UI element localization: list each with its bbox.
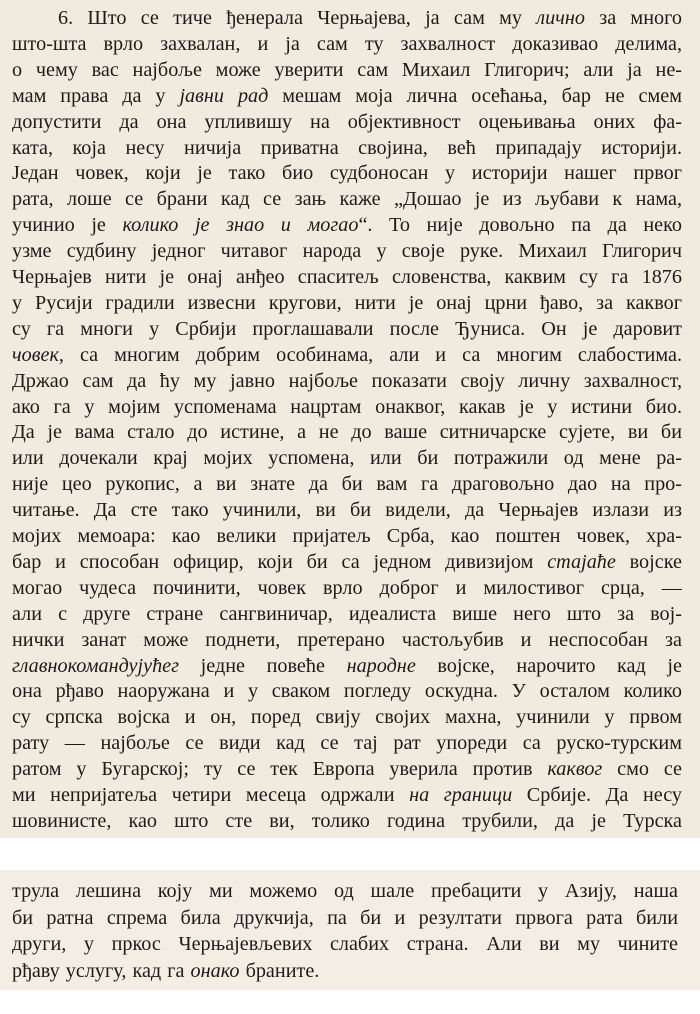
- italic-emphasis: јавни рад: [179, 84, 269, 107]
- text-run: рђаву услугу, кад га: [12, 959, 191, 982]
- text-run: о чему вас најбоље може уверити сам Михаил Глигорич; али ја не-: [12, 58, 682, 81]
- text-line: [12, 470, 682, 499]
- text-run: једне повеће: [179, 654, 347, 677]
- text-run: су српска војска и он, поред свију својих махна, учинили у првом: [12, 706, 682, 729]
- italic-emphasis: човек: [12, 343, 59, 366]
- italic-emphasis: народне: [346, 654, 416, 677]
- text-run: Черњајев нити је онај анђео спаситељ словенства, каквим су га 1876: [12, 266, 682, 288]
- text-run: или дочекали крај мојих успомена, или би потражили од мене ра-: [12, 447, 682, 470]
- text-line: [12, 211, 682, 240]
- text-run: ратом у Бугарској; ту се тек Европа уверила против: [12, 758, 548, 781]
- text-run: други, у пркос Черњајевљевих слабих страна. Али ви му чините: [12, 933, 678, 955]
- italic-emphasis: каквог: [547, 758, 603, 781]
- text-run: војске, нарочито кад је: [415, 654, 682, 677]
- text-run: учинио је: [12, 214, 123, 237]
- text-run: Држао сам да ћу му јавно најбоље показати своју личну захвалност,: [12, 369, 682, 392]
- text-line: [12, 930, 678, 959]
- text-line: [12, 315, 682, 344]
- text-line: [12, 159, 682, 188]
- text-line: [12, 877, 678, 906]
- text-run: бар и способан официр, који би са једном дивизијом: [12, 550, 548, 573]
- text-line: [12, 548, 682, 577]
- text-run: војске: [615, 550, 682, 573]
- text-line: [12, 30, 682, 59]
- text-run: за много: [584, 7, 682, 29]
- text-line: [12, 522, 682, 551]
- text-run: ката, која несу ничија приватна својина, већ припадају историји.: [12, 136, 682, 159]
- text-run: није цео рукопис, а ви знате да би вам га драговољно дао на про-: [12, 473, 682, 496]
- text-line: [12, 4, 682, 33]
- text-line: [12, 56, 682, 85]
- text-line: [12, 108, 682, 137]
- text-line: [12, 626, 682, 655]
- text-run: браните.: [239, 959, 320, 982]
- text-run: , са многим добрим особинама, али и са многим слабостима.: [58, 343, 682, 366]
- text-line: [12, 574, 682, 603]
- text-run: мојих мемоара: као велики пријатељ Срба, као поштен човек, хра-: [12, 525, 682, 547]
- text-line: [12, 755, 682, 784]
- text-line: [12, 677, 682, 706]
- text-line: [12, 82, 682, 111]
- text-run: Да је вама стало до истине, а не до ваше ситничарске сујете, ви би: [12, 421, 682, 444]
- text-line: [12, 444, 682, 473]
- text-line: [12, 134, 682, 163]
- text-run: Један човек, који је тако био судбоносан у историји нашег првог: [12, 162, 682, 185]
- text-run: у Русији градили извесни кругови, нити је онај црни ђаво, за каквог: [12, 291, 682, 314]
- text-run: могао чудеса починити, човек врло доброг и милостивог срца, —: [12, 576, 682, 599]
- text-run: трула лешина коју ми можемо од шале пребацити у Азију, наша: [12, 880, 678, 902]
- text-run: “. То није довољно па да неко: [358, 214, 682, 237]
- text-line: [12, 393, 682, 422]
- text-run: мешам моја лична осећања, бар не смем: [268, 84, 682, 107]
- text-run: узме судбину једног читавог народа у своје руке. Михаил Глигорич: [12, 240, 682, 263]
- text-line: [12, 703, 682, 732]
- text-run: допустити да она упливишу на објективност оцењивања оних фа-: [12, 110, 682, 133]
- italic-emphasis: колико је знао и могао: [122, 214, 359, 237]
- text-line: [12, 289, 682, 318]
- text-run: читање. Да сте тако учинили, ви би видели, да Черњајев излази из: [12, 499, 682, 522]
- text-run: ми непријатеља четири месеца одржали: [12, 784, 410, 806]
- text-line: [12, 729, 682, 758]
- text-run: рата, лоше се брани кад се зањ каже „Дошао је из љубави к нама,: [12, 188, 682, 211]
- text-line: [12, 600, 682, 629]
- text-line: [12, 341, 682, 370]
- text-run: рату — најбоље се види кад се тај рат упореди са руско-турским: [12, 732, 682, 755]
- text-line: [12, 652, 682, 681]
- text-run: 6. Што се тиче ђенерала Черњајева, ја сам му: [58, 7, 537, 29]
- text-run: што-шта врло захвалан, и ја сам ту захвалност доказивао делима,: [12, 32, 682, 55]
- text-run: она рђаво наоружана и у сваком погледу оскудна. У осталом колико: [12, 680, 682, 703]
- italic-emphasis: онако: [190, 959, 240, 982]
- text-line: [12, 263, 682, 292]
- text-run: би ратна спрема била друкчија, па би и резултати првога рата били: [12, 906, 678, 929]
- text-line: [12, 496, 682, 525]
- text-run: Србије. Да несу: [512, 784, 682, 806]
- text-run: шовинисте, као што сте ви, толико година трубили, да је Турска: [12, 809, 682, 832]
- text-line: [12, 418, 682, 447]
- text-run: ако га у мојим успоменама нацртам онаквог, какав је у истини био.: [12, 395, 682, 418]
- text-line: [12, 367, 682, 396]
- text-line: [12, 781, 682, 810]
- text-line: [12, 807, 682, 836]
- italic-emphasis: лично: [536, 7, 585, 29]
- text-line: [12, 957, 678, 986]
- italic-emphasis: стајаће: [547, 550, 616, 573]
- text-run: али с друге стране сангвиничар, идеалиста више него што за вој-: [12, 602, 682, 625]
- text-run: нички занат може поднети, претерано частољубив и неспособан за: [12, 628, 682, 651]
- text-line: [12, 904, 678, 933]
- text-run: мам права да у: [12, 84, 180, 107]
- text-line: [12, 185, 682, 214]
- text-run: су га многи у Србији проглашавали после Ђуниса. Он је даровит: [12, 317, 682, 340]
- text-run: смо се: [602, 758, 682, 781]
- text-line: [12, 237, 682, 266]
- italic-emphasis: главнокомандујућег: [12, 654, 180, 677]
- italic-emphasis: на граници: [409, 784, 513, 806]
